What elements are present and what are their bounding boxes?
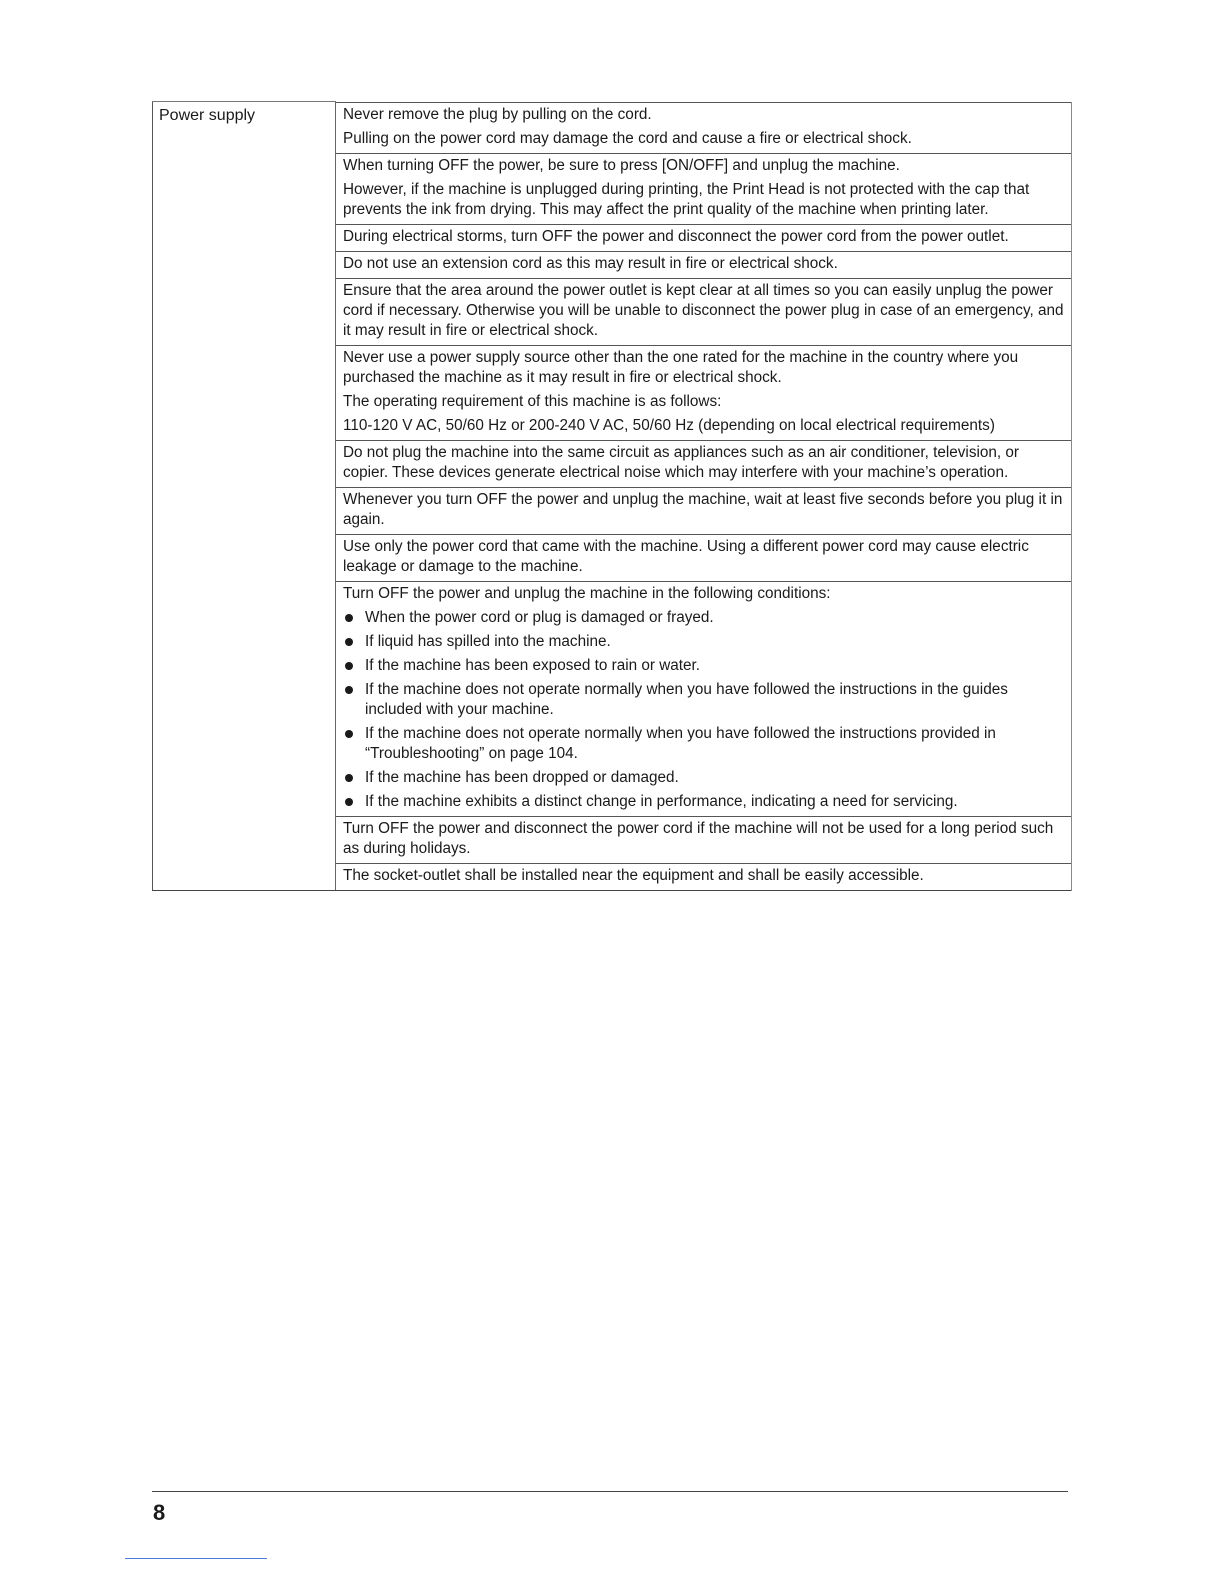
section-label-cell xyxy=(153,102,336,891)
safety-item xyxy=(336,440,1071,487)
item-text: Never remove the plug by pulling on the cord. xyxy=(343,105,652,123)
list-item: If the machine has been dropped or damaged. xyxy=(343,768,1065,788)
list-item: If the machine exhibits a distinct change in performance, indicating a need for servicing. xyxy=(343,792,1065,812)
item-text: Use only the power cord that came with the machine. Using a different power cord may cause electric leakage or damage to the machine. xyxy=(343,537,1029,575)
item-text: When turning OFF the power, be sure to press [ON/OFF] and unplug the machine. xyxy=(343,156,900,174)
safety-item xyxy=(336,863,1071,891)
safety-item xyxy=(336,816,1071,863)
item-text: 110-120 V AC, 50/60 Hz or 200-240 V AC, 50/60 Hz (depending on local electrical requirements) xyxy=(343,416,995,434)
bottom-link-underline xyxy=(125,1558,267,1559)
section-content-cell xyxy=(336,102,1072,891)
safety-item xyxy=(336,224,1071,251)
safety-item xyxy=(336,345,1071,440)
section-label: Power supply xyxy=(159,107,256,124)
item-text: The socket-outlet shall be installed near the equipment and shall be easily accessible. xyxy=(343,866,924,884)
list-item: If the machine does not operate normally when you have followed the instructions provided in “Troubleshooting” on page 104. xyxy=(343,724,1065,764)
item-text: Never use a power supply source other than the one rated for the machine in the country where you purchased the machine as it may result in fire or electrical shock. xyxy=(343,348,1019,386)
safety-item xyxy=(336,102,1071,153)
safety-item xyxy=(336,487,1071,534)
item-text: Turn OFF the power and unplug the machine in the following conditions: xyxy=(343,584,831,602)
condition-list xyxy=(343,608,1065,812)
safety-item xyxy=(336,278,1071,345)
safety-item xyxy=(336,581,1071,816)
safety-item xyxy=(336,251,1071,278)
item-text: Whenever you turn OFF the power and unplug the machine, wait at least five seconds before you plug it in again. xyxy=(343,490,1063,528)
item-text: During electrical storms, turn OFF the power and disconnect the power cord from the power outlet. xyxy=(343,227,1009,245)
list-item: If the machine does not operate normally when you have followed the instructions in the guides included with your machine. xyxy=(343,680,1065,720)
page-number: 8 xyxy=(153,1500,166,1525)
item-text: Ensure that the area around the power outlet is kept clear at all times so you can easily unplug the power cord if necessary. Otherwise you will be unable to disconnect the power plug in case of an emergency, and it may result in fire or electrical shock. xyxy=(343,281,1064,339)
list-item: If the machine has been exposed to rain or water. xyxy=(343,656,1065,676)
item-text: Turn OFF the power and disconnect the power cord if the machine will not be used for a long period such as during holidays. xyxy=(343,819,1054,857)
safety-item xyxy=(336,534,1071,581)
list-item: When the power cord or plug is damaged or frayed. xyxy=(343,608,1065,628)
power-supply-table xyxy=(152,101,1072,891)
item-text: Pulling on the power cord may damage the cord and cause a fire or electrical shock. xyxy=(343,129,912,147)
safety-item xyxy=(336,153,1071,224)
item-text: Do not plug the machine into the same circuit as appliances such as an air conditioner, television, or copier. These devices generate electrical noise which may interfere with your machine’s operation. xyxy=(343,443,1019,481)
list-item: If liquid has spilled into the machine. xyxy=(343,632,1065,652)
item-text: However, if the machine is unplugged during printing, the Print Head is not protected with the cap that prevents the ink from drying. This may affect the print quality of the machine when printing later. xyxy=(343,180,1030,218)
item-text: The operating requirement of this machine is as follows: xyxy=(343,392,722,410)
footer-divider xyxy=(152,1491,1068,1492)
item-text: Do not use an extension cord as this may result in fire or electrical shock. xyxy=(343,254,838,272)
